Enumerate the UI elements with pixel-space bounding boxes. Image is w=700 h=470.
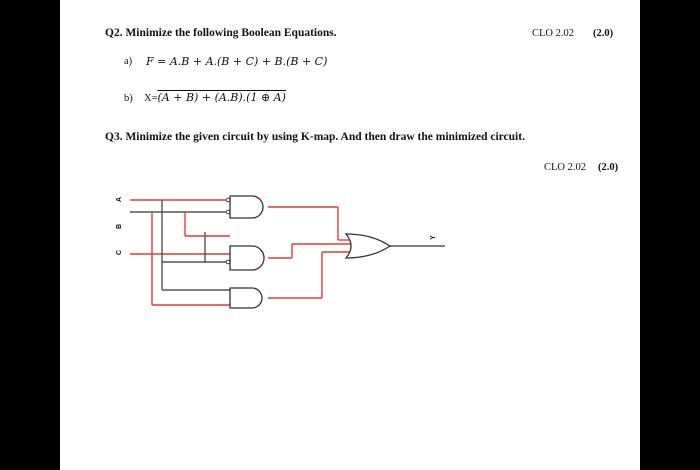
part-b-term1: (A + B) <box>157 91 199 104</box>
bubble-3 <box>226 260 230 264</box>
q2-part-a-equation: F = A.B + A.(B + C) + B.(B + C) <box>146 55 328 68</box>
and-gate-1 <box>230 196 263 218</box>
and-gate-3 <box>230 288 262 308</box>
q2-title: Q2. Minimize the following Boolean Equations. <box>105 27 337 39</box>
q3-title: Q3. Minimize the given circuit by using K-map. And then draw the minimized circuit. <box>105 131 525 143</box>
or-gate <box>346 234 390 258</box>
q2-part-a-label: a) <box>124 56 133 67</box>
q2-marks: (2.0) <box>593 28 614 39</box>
bubble-2 <box>226 210 230 214</box>
part-b-term3: .(1 ⊕ A) <box>242 91 286 104</box>
part-b-plus: + <box>198 91 215 104</box>
q2-clo: CLO 2.02 <box>532 28 574 39</box>
input-label-c: C <box>116 249 124 256</box>
bubble-1 <box>226 198 230 202</box>
input-label-b: B <box>116 223 124 230</box>
q3-marks: (2.0) <box>598 162 619 173</box>
q2-part-b-label: b) <box>124 93 133 104</box>
part-b-prefix: X= <box>144 93 158 104</box>
part-b-term2: (A.B) <box>214 91 243 104</box>
q3-clo: CLO 2.02 <box>544 162 586 173</box>
and-gate-2 <box>230 246 264 270</box>
output-label-y: Y <box>429 235 437 240</box>
input-label-a: A <box>116 196 124 203</box>
